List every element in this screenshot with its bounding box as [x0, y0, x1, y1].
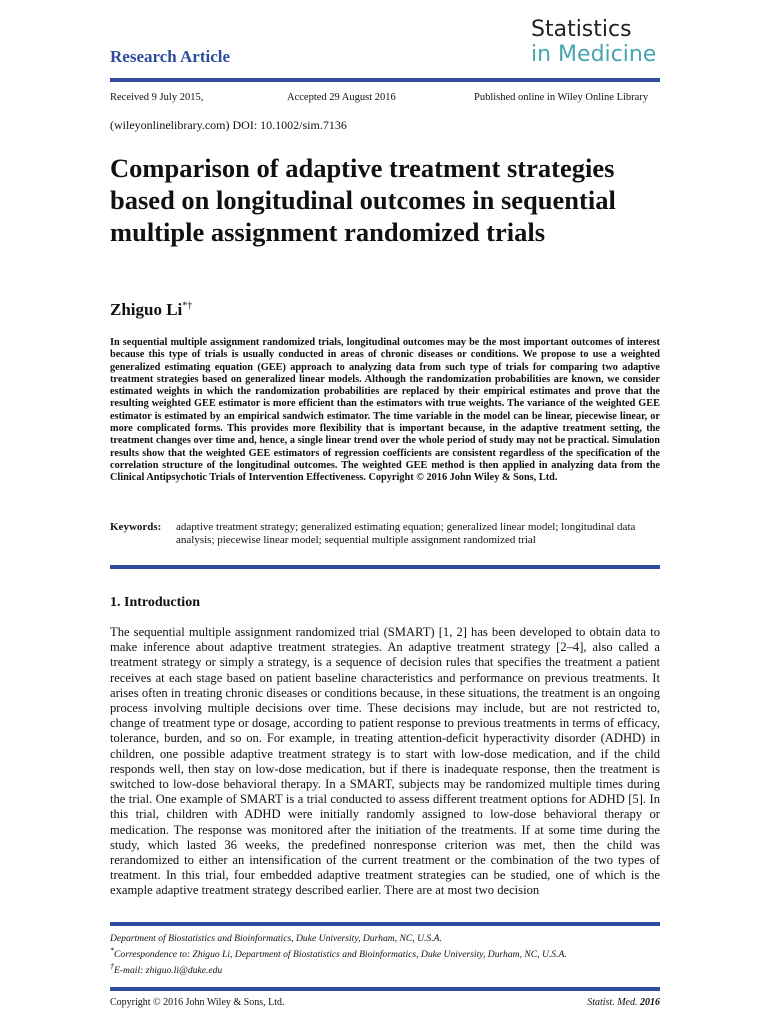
received-date: Received 9 July 2015,	[110, 92, 204, 103]
author-marks: *†	[182, 300, 193, 312]
abstract: In sequential multiple assignment randomized trials, longitudinal outcomes may be the most important outcomes of interest because this type of trials is usually conducted in areas of chronic diseases or conditions. We propose to use a weighted generalized estimating equation (GEE) approach to analyzing data from such type of trials for comparing two adaptive treatment strategies based on generalized linear models. Although the randomization probabilities are known, we consider estimated weights in which the randomization probabilities are replaced by their empirical estimates and prove that the resulting weighted GEE estimator is more efficient than the estimators with true weights. The variance of the weighted GEE estimator is estimated by an empirical sandwich estimator. The time variable in the model can be linear, piecewise linear, or more complicated forms. This provides more flexibility that is important because, in the adaptive treatment setting, the treatment changes over time and, hence, a single linear trend over the whole period of study may not be practical. Simulation results show that the weighted GEE estimators of regression coefficients are consistent regardless of the specification of the correlation structure of the longitudinal outcomes. The weighted GEE method is then applied in analyzing data from the Clinical Antipsychotic Trials of Intervention Effectiveness. Copyright © 2016 John Wiley & Sons, Ltd.	[110, 337, 660, 484]
email-note	[110, 961, 670, 977]
footer-copyright: Copyright © 2016 John Wiley & Sons, Ltd.	[110, 997, 285, 1008]
introduction-text: The sequential multiple assignment randomized trial (SMART) [1, 2] has been developed to obtain data to make inference about adaptive treatment strategies. An adaptive treatment strategy [2–4], also called a treatment strategy or simply a strategy, is a sequence of decision rules that specifies the treatment a patient receives at each stage based on patient baseline characteristics and performance on previous treatments. It arises often in treating chronic diseases or conditions because, in these situations, the treatment is an ongoing process involving multiple decisions over time. These decisions may include, but are not restricted to, change of treatment type or dosage, according to patient response to previous treatments in terms of efficacy, tolerance, burden, and so on. For example, in treating attention-deficit hyperactivity disorder (ADHD) in children, one possible adaptive treatment strategy is to start with low-dose medication, and if the child responds well, then stay on low-dose medication, but if there is inadequate response, then the treatment is switched to low-dose behavioral therapy. In a SMART, subjects may be randomized multiple times during the trial. One example of SMART is a trial conducted to assess different treatment options for ADHD [5]. In this trial, children with ADHD were initially randomly assigned to low-dose behavioral therapy or medication. The response was monitored after the initiation of the treatments. If at some time during the study, which lasted 36 weeks, the predefined nonresponse criterion was met, then the child was rerandomized to either an intensification of the current treatment or the combination of the two types of treatment. In this trial, four embedded adaptive treatment strategies can be studied, one of which is the example adaptive treatment strategy described earlier. There are at most two decision	[110, 625, 660, 898]
footer-divider	[110, 987, 660, 991]
keywords-label: Keywords:	[110, 521, 162, 533]
email-text: E-mail: zhiguo.li@duke.edu	[114, 965, 223, 977]
header-divider	[110, 78, 660, 82]
correspondence-note	[110, 945, 670, 961]
article-title: Comparison of adaptive treatment strategies based on longitudinal outcomes in sequential multiple assignment randomized trials	[110, 153, 616, 247]
journal-logo-line2: in Medicine	[531, 42, 657, 67]
footer-journal: Statist. Med.	[587, 997, 638, 1008]
author-name-text: Zhiguo Li	[110, 300, 183, 319]
author-name	[110, 300, 192, 320]
accepted-date: Accepted 29 August 2016	[287, 92, 396, 103]
abstract-divider	[110, 565, 660, 569]
journal-logo-line1: Statistics	[531, 17, 632, 42]
email-mark: †	[110, 962, 114, 972]
correspondence-mark: *	[110, 946, 114, 955]
journal-logo	[531, 17, 671, 67]
correspondence-text: Correspondence to: Zhiguo Li, Department of Biostatistics and Bioinformatics, Duke University, Durham, NC, U.S.A.	[114, 949, 567, 961]
footnotes	[110, 933, 670, 977]
section-heading-introduction: 1. Introduction	[110, 595, 200, 610]
keywords-text: adaptive treatment strategy; generalized estimating equation; generalized linear model; longitudinal data analysis; piecewise linear model; sequential multiple assignment randomized trial	[176, 521, 636, 546]
doi-line: (wileyonlinelibrary.com) DOI: 10.1002/sim.7136	[110, 118, 347, 132]
article-type-label: Research Article	[110, 47, 231, 66]
footer-year: 2016	[640, 997, 660, 1008]
footer-citation	[560, 997, 660, 1008]
affiliation-note: Department of Biostatistics and Bioinformatics, Duke University, Durham, NC, U.S.A.	[110, 933, 442, 944]
published-info: Published online in Wiley Online Library	[474, 92, 649, 103]
footnote-divider	[110, 922, 660, 926]
